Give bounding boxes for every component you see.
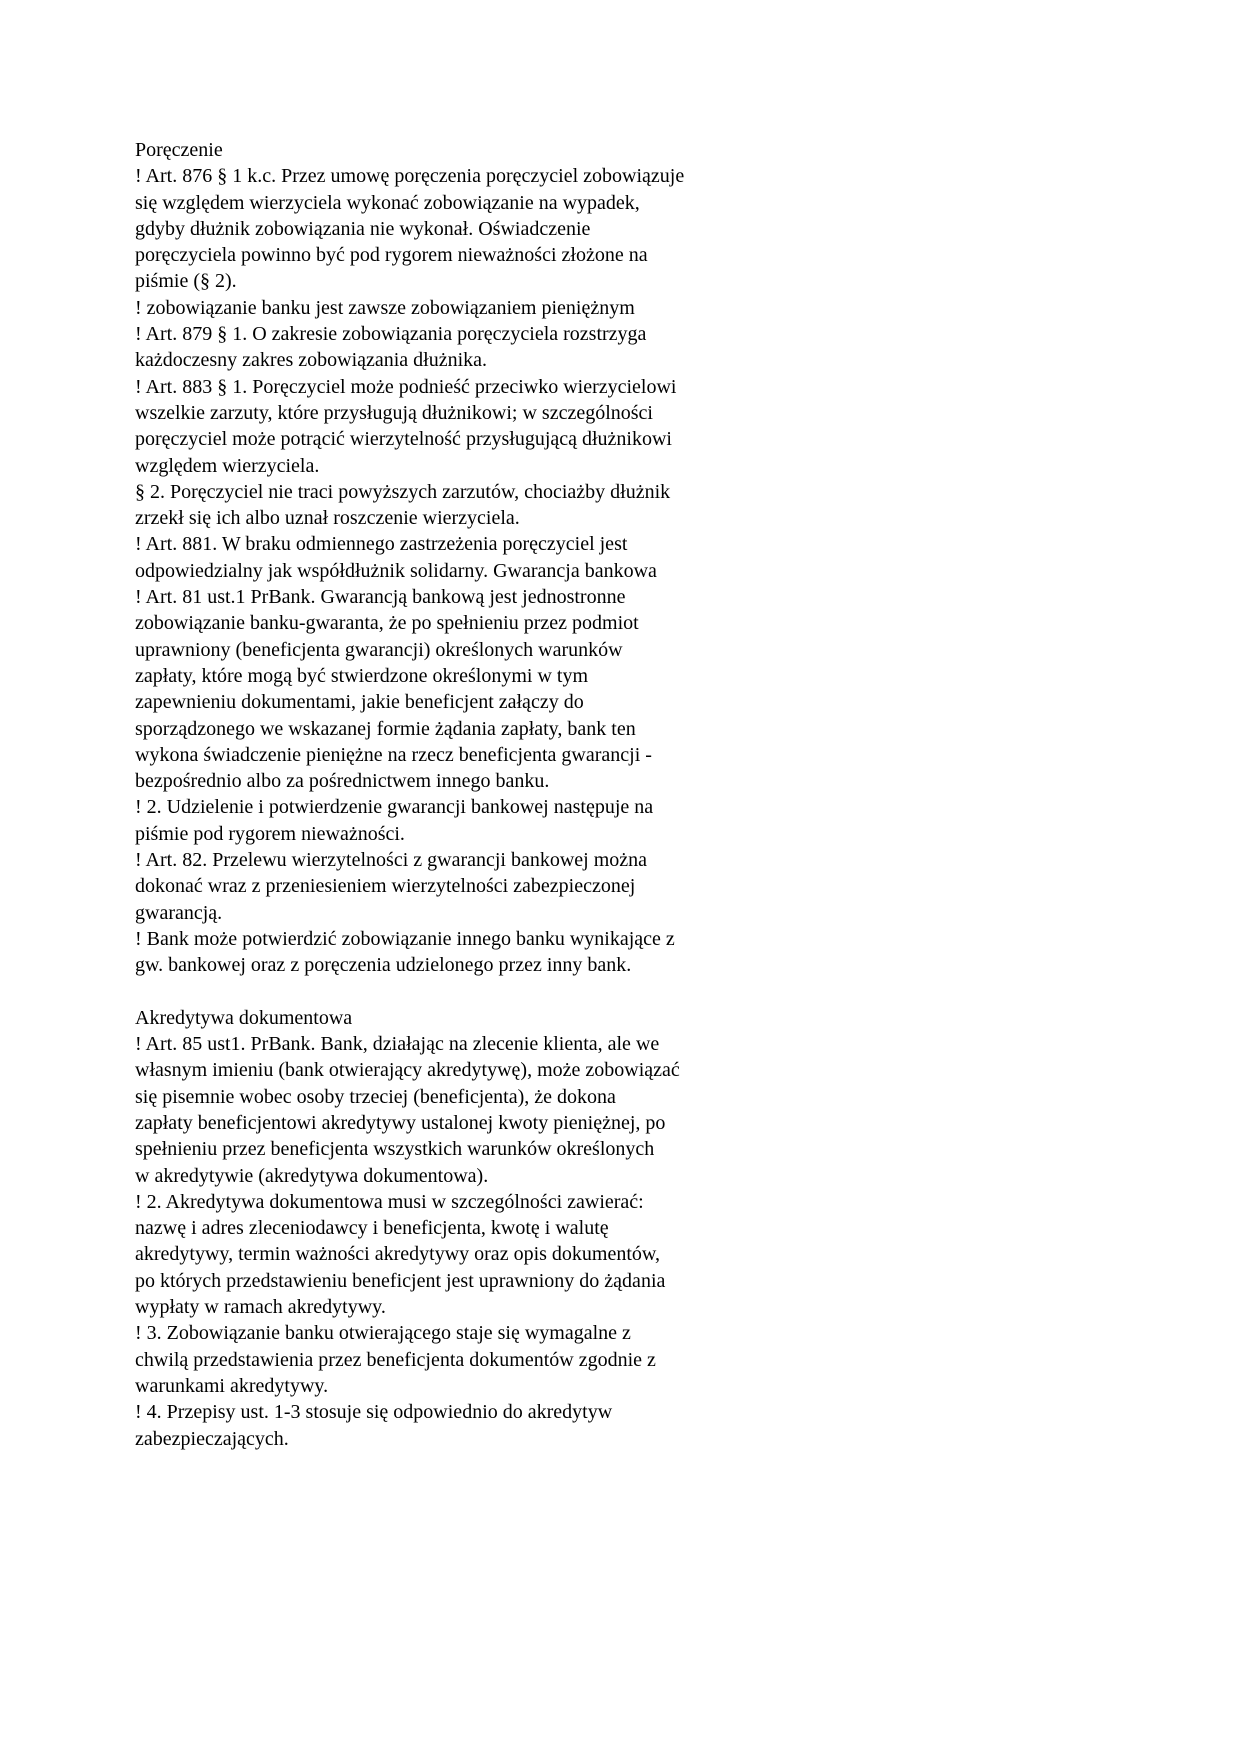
text-line: ! zobowiązanie banku jest zawsze zobowiązaniem pieniężnym: [135, 296, 635, 319]
text-line: poręczyciela powinno być pod rygorem nieważności złożone na: [135, 244, 648, 267]
text-line: wypłaty w ramach akredytywy.: [135, 1296, 386, 1319]
document-section: [135, 1005, 815, 1452]
text-line: zabezpieczających.: [135, 1427, 289, 1450]
text-line: ! Art. 85 ust1. PrBank. Bank, działając na zlecenie klienta, ale we: [135, 1033, 660, 1056]
text-line: zapłaty, które mogą być stwierdzone określonymi w tym: [135, 664, 589, 687]
text-line: własnym imieniu (bank otwierający akredytywę), może zobowiązać: [135, 1059, 680, 1082]
text-line: zrzekł się ich albo uznał roszczenie wierzyciela.: [135, 507, 520, 530]
text-line: ! 3. Zobowiązanie banku otwierającego staje się wymagalne z: [135, 1322, 631, 1345]
text-line: akredytywy, termin ważności akredytywy oraz opis dokumentów,: [135, 1243, 661, 1266]
document-content: [135, 137, 815, 1452]
text-line: gwarancją.: [135, 901, 223, 924]
text-line: sporządzonego we wskazanej formie żądania zapłaty, bank ten: [135, 717, 636, 740]
text-line: piśmie pod rygorem nieważności.: [135, 822, 405, 845]
text-line: zapłaty beneficjentowi akredytywy ustalonej kwoty pieniężnej, po: [135, 1111, 666, 1134]
text-line: się pisemnie wobec osoby trzeciej (beneficjenta), że dokona: [135, 1085, 616, 1108]
text-line: w akredytywie (akredytywa dokumentowa).: [135, 1164, 489, 1187]
text-line: bezpośrednio albo za pośrednictwem innego banku.: [135, 770, 550, 793]
text-line: się względem wierzyciela wykonać zobowiązanie na wypadek,: [135, 191, 640, 214]
text-line: gdyby dłużnik zobowiązania nie wykonał. Oświadczenie: [135, 217, 591, 240]
text-line: ! Bank może potwierdzić zobowiązanie innego banku wynikające z: [135, 927, 675, 950]
text-line: ! Art. 876 § 1 k.c. Przez umowę poręczenia poręczyciel zobowiązuje: [135, 165, 685, 188]
text-line: spełnieniu przez beneficjenta wszystkich warunków określonych: [135, 1138, 655, 1161]
text-line: wykona świadczenie pieniężne na rzecz beneficjenta gwarancji -: [135, 743, 652, 766]
text-line: każdoczesny zakres zobowiązania dłużnika.: [135, 349, 488, 372]
text-line: ! Art. 883 § 1. Poręczyciel może podnieść przeciwko wierzycielowi: [135, 375, 677, 398]
text-line: wszelkie zarzuty, które przysługują dłużnikowi; w szczególności: [135, 401, 653, 424]
text-line: ! Art. 82. Przelewu wierzytelności z gwarancji bankowej można: [135, 849, 648, 872]
text-line: § 2. Poręczyciel nie traci powyższych zarzutów, chociażby dłużnik: [135, 480, 671, 503]
text-line: piśmie (§ 2).: [135, 270, 237, 293]
text-line: Poręczenie: [135, 139, 223, 161]
text-line: nazwę i adres zleceniodawcy i beneficjenta, kwotę i walutę: [135, 1217, 609, 1240]
text-line: Akredytywa dokumentowa: [135, 1006, 353, 1029]
text-line: zapewnieniu dokumentami, jakie beneficjent załączy do: [135, 691, 584, 714]
text-line: uprawniony (beneficjenta gwarancji) określonych warunków: [135, 638, 623, 661]
text-line: chwilą przedstawienia przez beneficjenta dokumentów zgodnie z: [135, 1348, 656, 1371]
text-line: ! 2. Udzielenie i potwierdzenie gwarancji bankowej następuje na: [135, 796, 654, 819]
text-line: ! 2. Akredytywa dokumentowa musi w szczególności zawierać:: [135, 1190, 644, 1213]
text-line: odpowiedzialny jak współdłużnik solidarny. Gwarancja bankowa: [135, 559, 657, 582]
text-line: ! Art. 81 ust.1 PrBank. Gwarancją bankową jest jednostronne: [135, 586, 626, 609]
text-line: po których przedstawieniu beneficjent jest uprawniony do żądania: [135, 1269, 666, 1292]
text-line: gw. bankowej oraz z poręczenia udzielonego przez inny bank.: [135, 954, 632, 977]
text-line: ! 4. Przepisy ust. 1-3 stosuje się odpowiednio do akredytyw: [135, 1401, 613, 1424]
document-section: [135, 137, 815, 979]
text-line: zobowiązanie banku-gwaranta, że po spełnieniu przez podmiot: [135, 612, 639, 635]
text-line: warunkami akredytywy.: [135, 1374, 329, 1397]
text-line: względem wierzyciela.: [135, 454, 320, 477]
text-line: ! Art. 879 § 1. O zakresie zobowiązania poręczyciela rozstrzyga: [135, 323, 647, 346]
text-line: dokonać wraz z przeniesieniem wierzytelności zabezpieczonej: [135, 875, 636, 898]
text-line: ! Art. 881. W braku odmiennego zastrzeżenia poręczyciel jest: [135, 533, 628, 556]
text-line: poręczyciel może potrącić wierzytelność przysługującą dłużnikowi: [135, 428, 672, 451]
